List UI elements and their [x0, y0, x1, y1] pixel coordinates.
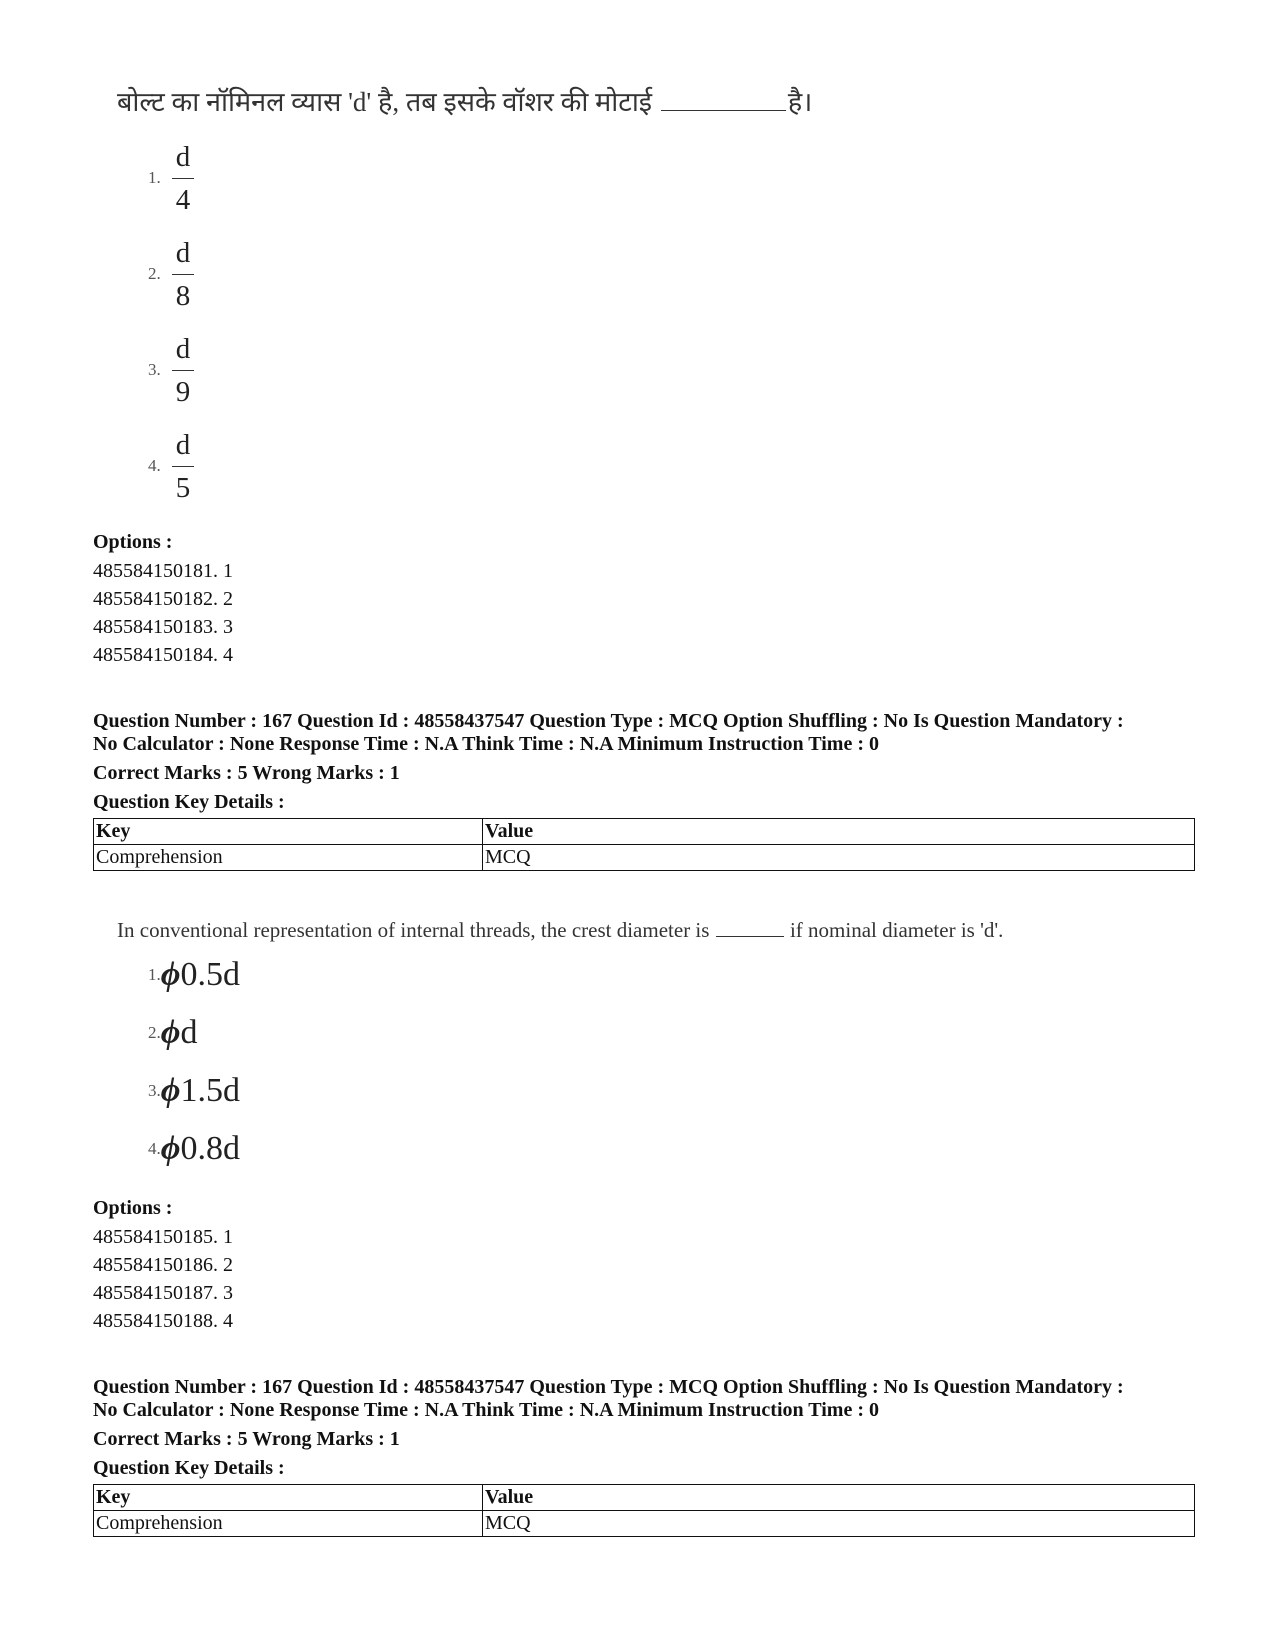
table-header-key: Key	[94, 1485, 483, 1511]
choice-number: 2.	[148, 264, 161, 283]
question-1-choice-3	[148, 332, 268, 412]
question-meta-line-1: Question Number : 167 Question Id : 48558437547 Question Type : MCQ Option Shuffling : No Is Question Mandatory :	[93, 1376, 1124, 1398]
table-row	[94, 845, 1195, 871]
diameter-symbol: ϕ	[160, 1072, 181, 1109]
table-cell-value: MCQ	[483, 1511, 1195, 1537]
table-header-key: Key	[94, 819, 483, 845]
question-2-text-before: In conventional representation of internal threads, the crest diameter is	[117, 918, 710, 942]
table-header-value: Value	[483, 819, 1195, 845]
choice-value: 0.8d	[180, 1130, 240, 1167]
question-1-text-after: है।	[787, 87, 813, 117]
numerator: d	[175, 429, 191, 461]
question-2-text	[117, 918, 1003, 943]
option-id: 485584150188. 4	[93, 1310, 233, 1332]
question-2-choice-3	[148, 1072, 240, 1116]
key-details-table	[93, 1484, 1195, 1537]
choice-value: 0.5d	[180, 956, 240, 993]
option-id: 485584150187. 3	[93, 1282, 233, 1304]
fraction-bar	[172, 274, 194, 275]
question-1-text	[117, 82, 812, 119]
question-2-choice-2	[148, 1014, 197, 1058]
fraction-bar	[172, 178, 194, 179]
option-id: 485584150186. 2	[93, 1254, 233, 1276]
question-meta-line-1: Question Number : 167 Question Id : 48558437547 Question Type : MCQ Option Shuffling : No Is Question Mandatory :	[93, 710, 1124, 732]
diameter-symbol: ϕ	[160, 956, 181, 993]
choice-number: 3.	[148, 1081, 161, 1100]
table-header-row	[94, 819, 1195, 845]
table-cell-value: MCQ	[483, 845, 1195, 871]
question-2-choice-4	[148, 1130, 240, 1174]
option-id: 485584150184. 4	[93, 644, 233, 666]
choice-number: 4.	[148, 1139, 161, 1158]
fraction	[172, 236, 194, 313]
denominator: 9	[175, 376, 191, 408]
question-1-choice-2	[148, 236, 268, 316]
table-cell-key: Comprehension	[94, 1511, 483, 1537]
table-row	[94, 1511, 1195, 1537]
marks-line: Correct Marks : 5 Wrong Marks : 1	[93, 1428, 400, 1450]
fraction	[172, 140, 194, 217]
diameter-symbol: ϕ	[160, 1130, 181, 1167]
question-2-text-after: if nominal diameter is 'd'.	[789, 918, 1004, 942]
table-header-value: Value	[483, 1485, 1195, 1511]
fraction-bar	[172, 370, 194, 371]
key-details-label: Question Key Details :	[93, 1457, 285, 1479]
denominator: 4	[175, 184, 191, 216]
numerator: d	[175, 237, 191, 269]
question-meta-line-2: No Calculator : None Response Time : N.A Think Time : N.A Minimum Instruction Time : 0	[93, 1399, 879, 1421]
key-details-label: Question Key Details :	[93, 791, 285, 813]
question-2-choice-1	[148, 956, 240, 1000]
answer-blank	[661, 90, 786, 111]
option-id: 485584150185. 1	[93, 1226, 233, 1248]
marks-line: Correct Marks : 5 Wrong Marks : 1	[93, 762, 400, 784]
table-header-row	[94, 1485, 1195, 1511]
diameter-symbol: ϕ	[160, 1014, 181, 1051]
numerator: d	[175, 141, 191, 173]
denominator: 5	[175, 472, 191, 504]
key-details-table	[93, 818, 1195, 871]
choice-number: 1.	[148, 965, 161, 984]
choice-number: 1.	[148, 168, 161, 187]
option-id: 485584150181. 1	[93, 560, 233, 582]
choice-number: 3.	[148, 360, 161, 379]
option-id: 485584150182. 2	[93, 588, 233, 610]
question-1-text-before: बोल्ट का नॉमिनल व्यास 'd' है, तब इसके वॉशर की मोटाई	[117, 87, 653, 117]
choice-number: 2.	[148, 1023, 161, 1042]
options-label: Options :	[93, 531, 173, 553]
fraction	[172, 428, 194, 505]
question-meta-line-2: No Calculator : None Response Time : N.A Think Time : N.A Minimum Instruction Time : 0	[93, 733, 879, 755]
denominator: 8	[175, 280, 191, 312]
question-1-choice-1	[148, 140, 268, 220]
options-label: Options :	[93, 1197, 173, 1219]
option-id: 485584150183. 3	[93, 616, 233, 638]
choice-value: d	[180, 1014, 198, 1051]
numerator: d	[175, 333, 191, 365]
choice-value: 1.5d	[180, 1072, 240, 1109]
question-1-choice-4	[148, 428, 268, 508]
answer-blank	[716, 920, 784, 937]
table-cell-key: Comprehension	[94, 845, 483, 871]
fraction-bar	[172, 466, 194, 467]
choice-number: 4.	[148, 456, 161, 475]
fraction	[172, 332, 194, 409]
